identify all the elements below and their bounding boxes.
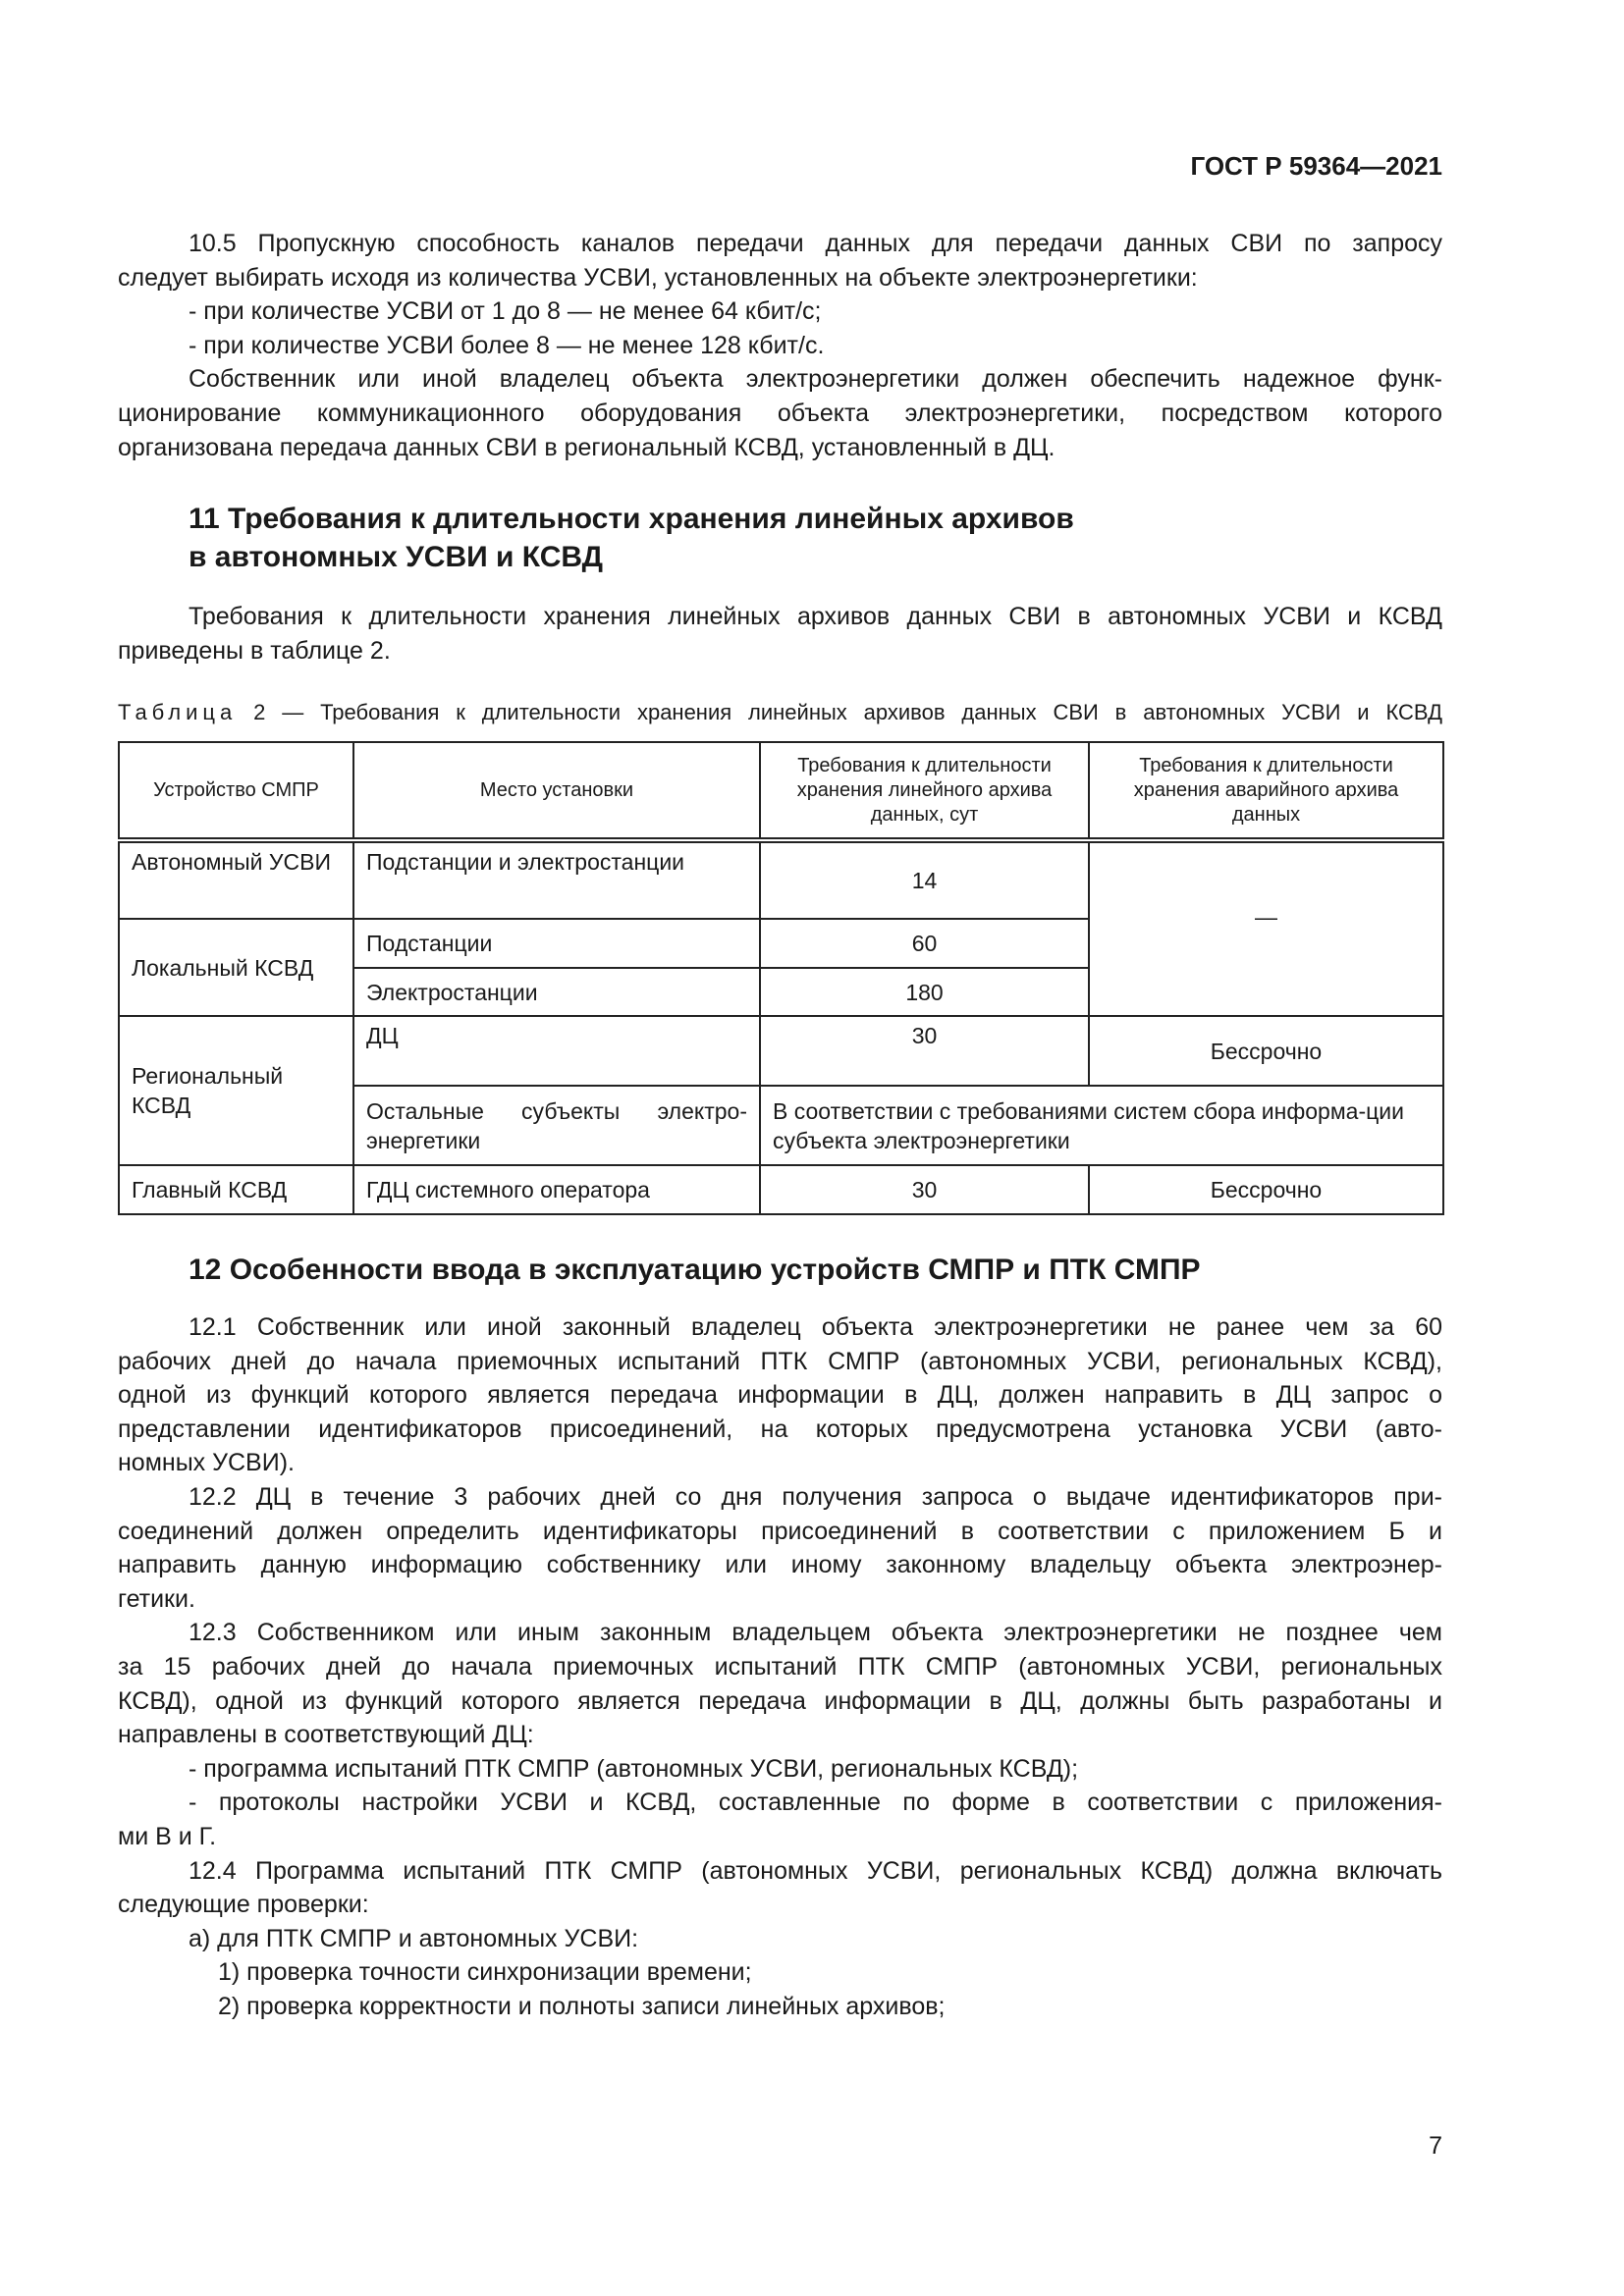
cell-device: Автономный УСВИ [119, 840, 353, 919]
paragraph [118, 600, 1442, 667]
paragraph [118, 329, 1442, 363]
caption-label: Таблица [118, 700, 238, 724]
text-line: направить данную информацию собственнику или иному законному владельцу объекта электроэнер- [118, 1551, 1442, 1579]
text-line: Требования к длительности хранения линейных архивов данных СВИ в автономных УСВИ и КСВД [189, 603, 1442, 630]
cell-device: Региональный КСВД [119, 1016, 353, 1165]
text-line: 12.4 Программа испытаний ПТК СМПР (автономных УСВИ, региональных КСВД) должна включать [189, 1856, 1442, 1885]
paragraph [118, 1922, 1442, 1956]
heading-line: в автономных УСВИ и КСВД [189, 541, 604, 573]
paragraph [118, 1786, 1442, 1853]
text-line: 12.1 Собственник или иной законный владелец объекта электроэнергетики не ранее чем за 60 [189, 1313, 1442, 1341]
header-emergency: Требования к длительности хранения аварийного архива данных [1089, 742, 1443, 840]
cell-place: Электростанции [353, 968, 760, 1016]
heading-11 [118, 500, 1442, 576]
cell-place: ДЦ [353, 1016, 760, 1086]
text-line: за 15 рабочих дней до начала приемочных испытаний ПТК СМПР (автономных УСВИ, региональных [118, 1652, 1442, 1681]
document-id: ГОСТ Р 59364—2021 [1190, 151, 1442, 181]
caption-text: 2 — Требования к длительности хранения линейных архивов данных СВИ в автономных УСВИ и КСВД [237, 700, 1442, 724]
header-place: Место установки [353, 742, 760, 840]
cell-place: Подстанции [353, 919, 760, 968]
cell-place: ГДЦ системного оператора [353, 1165, 760, 1214]
text-line: а) для ПТК СМПР и автономных УСВИ: [189, 1924, 639, 1952]
paragraph [118, 1616, 1442, 1751]
cell-merged-requirements: В соответствии с требованиями систем сбора информа-ции субъекта электроэнергетики [760, 1086, 1443, 1165]
cell-device: Главный КСВД [119, 1165, 353, 1214]
page-number: 7 [1429, 2132, 1442, 2160]
header-device: Устройство СМПР [119, 742, 353, 840]
heading-12 [118, 1251, 1442, 1289]
paragraph [118, 1480, 1442, 1616]
text-line: соединений должен определить идентификаторы присоединений в соответствии с приложением Б и [118, 1517, 1442, 1545]
text-line: организована передача данных СВИ в региональный КСВД, установленный в ДЦ. [118, 433, 1056, 461]
text-line: следующие проверки: [118, 1891, 369, 1919]
cell-place: Остальные субъекты электро-энергетики [353, 1086, 760, 1165]
paragraph [118, 1752, 1442, 1787]
text-line: гетики. [118, 1584, 195, 1613]
paragraph [118, 227, 1442, 294]
cell-linear: 180 [760, 968, 1089, 1016]
heading-line: 11 Требования к длительности хранения линейных архивов [189, 503, 1074, 535]
cell-linear: 30 [760, 1016, 1089, 1086]
header-linear: Требования к длительности хранения линейного архива данных, сут [760, 742, 1089, 840]
cell-linear: 14 [760, 840, 1089, 919]
text-line: - протоколы настройки УСВИ и КСВД, составленные по форме в соответствии с приложения- [189, 1789, 1442, 1817]
text-line: 12.3 Собственником или иным законным владельцем объекта электроэнергетики не позднее чем [189, 1619, 1442, 1647]
paragraph [118, 1955, 1442, 1990]
text-line: - программа испытаний ПТК СМПР (автономных УСВИ, региональных КСВД); [189, 1754, 1079, 1783]
paragraph [118, 1854, 1442, 1922]
cell-linear: 30 [760, 1165, 1089, 1214]
text-line: - при количестве УСВИ более 8 — не менее 128 кбит/с. [189, 331, 825, 359]
heading-line: 12 Особенности ввода в эксплуатацию устройств СМПР и ПТК СМПР [189, 1254, 1201, 1286]
cell-place: Подстанции и электростанции [353, 840, 760, 919]
text-line: ми В и Г. [118, 1822, 217, 1850]
text-line: Собственник или иной владелец объекта электроэнергетики должен обеспечить надежное функ- [189, 365, 1442, 394]
section-10-5 [118, 227, 1442, 464]
text-line: 10.5 Пропускную способность каналов передачи данных для передачи данных СВИ по запросу [189, 230, 1442, 257]
text-line: - при количестве УСВИ от 1 до 8 — не менее 64 кбит/с; [189, 297, 822, 326]
paragraph [118, 294, 1442, 329]
text-line: направлены в соответствующий ДЦ: [118, 1721, 534, 1749]
table-row [119, 840, 1443, 919]
paragraph [118, 362, 1442, 464]
text-line: 12.2 ДЦ в течение 3 рабочих дней со дня получения запроса о выдаче идентификаторов при- [189, 1482, 1442, 1511]
cell-linear: 60 [760, 919, 1089, 968]
text-line: ционирование коммуникационного оборудования объекта электроэнергетики, посредством которого [118, 399, 1442, 427]
table-caption [118, 699, 1442, 726]
table-row [119, 1165, 1443, 1214]
cell-emergency: — [1089, 840, 1443, 1016]
retention-table [118, 741, 1444, 1215]
text-line: 1) проверка точности синхронизации времени; [218, 1958, 752, 1987]
text-line: представлении идентификаторов присоединений, на которых предусмотрена установка УСВИ (авто- [118, 1415, 1442, 1443]
text-line: 2) проверка корректности и полноты записи линейных архивов; [218, 1992, 946, 2020]
text-line: номных УСВИ). [118, 1449, 295, 1477]
cell-emergency: Бессрочно [1089, 1016, 1443, 1086]
text-line: одной из функций которого является передача информации в ДЦ, должен направить в ДЦ запрос о [118, 1381, 1442, 1410]
text-line: рабочих дней до начала приемочных испытаний ПТК СМПР (автономных УСВИ, региональных КСВД), [118, 1347, 1442, 1375]
paragraph [118, 1310, 1442, 1480]
text-line: приведены в таблице 2. [118, 636, 391, 665]
table-header-row [119, 742, 1443, 840]
table-row [119, 1016, 1443, 1086]
text-line: следует выбирать исходя из количества УСВИ, установленных на объекте электроэнергетики: [118, 263, 1198, 292]
cell-emergency: Бессрочно [1089, 1165, 1443, 1214]
text-line: КСВД), одной из функций которого является передача информации в ДЦ, должны быть разработаны и [118, 1686, 1442, 1715]
section-11-text [118, 600, 1442, 667]
cell-device: Локальный КСВД [119, 919, 353, 1016]
section-12-text [118, 1310, 1442, 2023]
paragraph [118, 1990, 1442, 2024]
